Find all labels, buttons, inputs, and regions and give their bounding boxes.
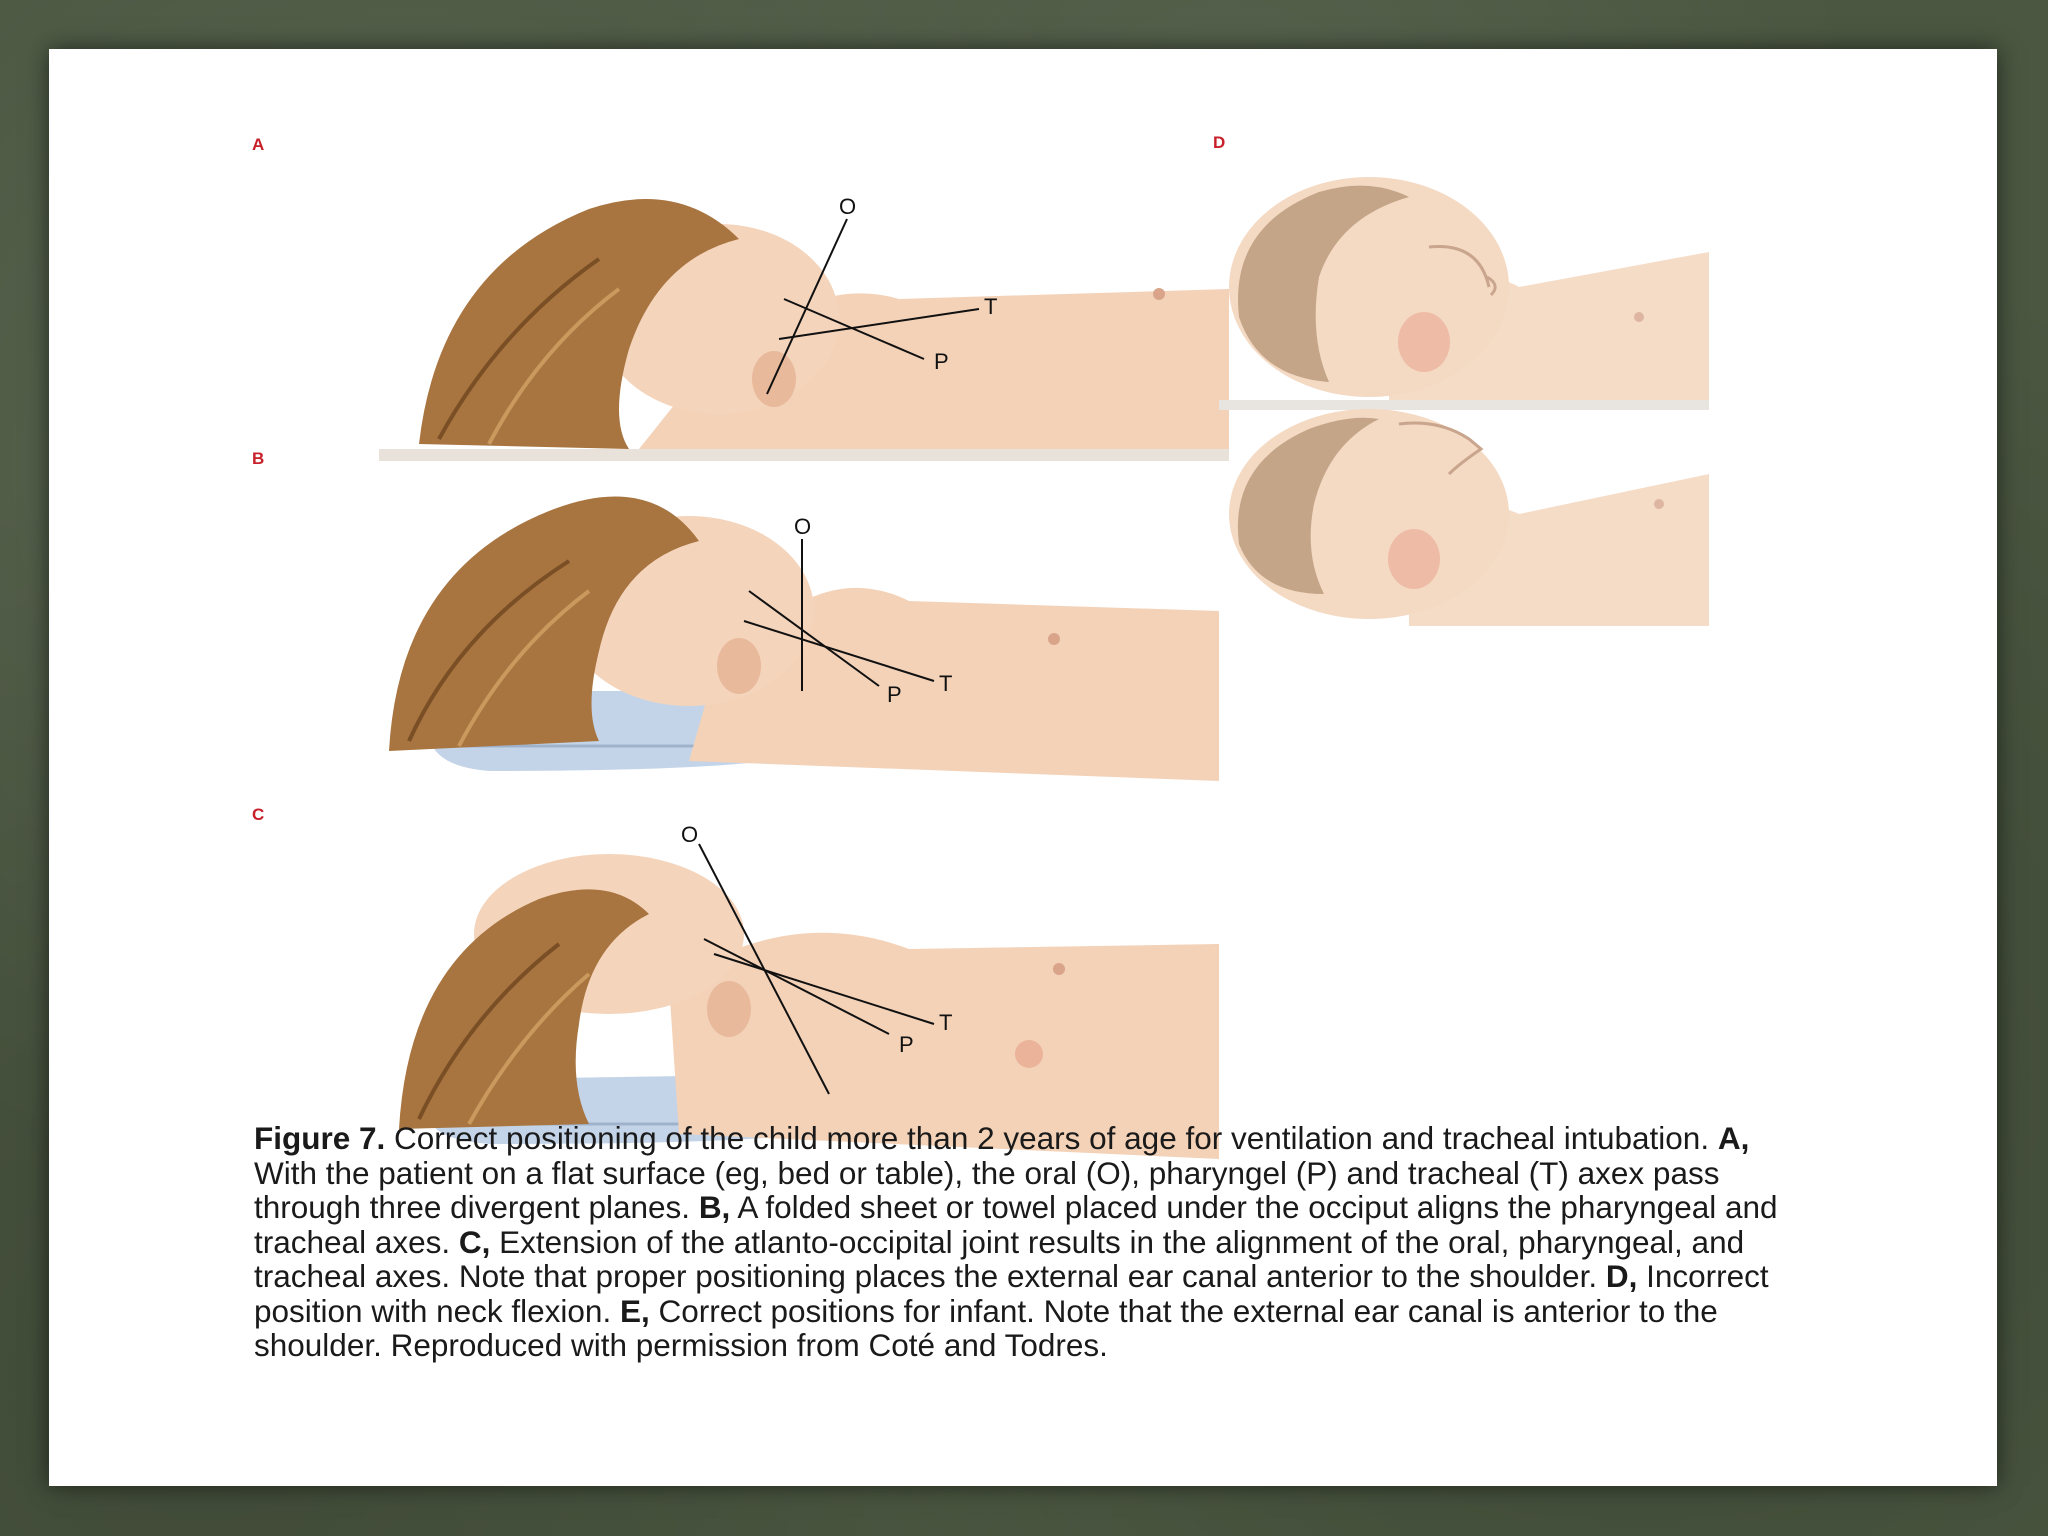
caption-c-label: C,	[458, 1223, 491, 1260]
axis-label-p: P	[934, 349, 949, 374]
illustration-c	[369, 784, 1229, 1169]
axis-label-p: P	[899, 1032, 914, 1057]
caption-d-text: Incorrect position with neck flexion.	[254, 1258, 1769, 1329]
caption-intro: Correct positioning of the child more than 2 years of age for ventilation and tracheal intubation.	[385, 1120, 1718, 1156]
figure-label: Figure 7.	[254, 1120, 386, 1156]
illustration-a	[379, 149, 1239, 469]
panel-label-c: C	[252, 805, 265, 824]
axis-label-t: T	[984, 294, 998, 319]
caption-a-label: A,	[1717, 1120, 1750, 1156]
illustration-e	[1219, 394, 1709, 634]
caption-a-text: With the patient on a flat surface (eg, bed or table), the oral (O), pharyngel (P) and tracheal (T) axex pass through three divergent planes.	[254, 1154, 1720, 1225]
slide	[49, 49, 1997, 1486]
caption-b-label: B,	[698, 1189, 731, 1225]
caption-b-text: A folded sheet or towel placed under the occiput aligns the pharyngeal and tracheal axes.	[254, 1189, 1778, 1260]
axis-label-t: T	[939, 671, 953, 696]
caption-c-text: Extension of the atlanto-occipital joint results in the alignment of the oral, pharyngeal, and tracheal axes. Note that proper positioning places the external ear canal anterior to the shoulder.	[254, 1223, 1745, 1294]
panel-label-a: A	[252, 135, 265, 154]
panel-label-b: B	[252, 449, 265, 468]
caption-d-label: D,	[1605, 1258, 1638, 1294]
caption-e-label: E,	[619, 1292, 650, 1329]
axis-label-o: O	[839, 194, 857, 219]
axis-label-p: P	[887, 682, 902, 707]
axis-label-o: O	[794, 514, 812, 539]
illustration-d	[1219, 167, 1709, 412]
caption-e-text: Correct positions for infant. Note that the external ear canal is anterior to the shoulder. Reproduced with permission from Coté and Todres.	[254, 1292, 1718, 1363]
panel-label-d: D	[1213, 133, 1226, 152]
figure-caption	[254, 1121, 1814, 1363]
axis-label-o: O	[681, 822, 699, 847]
axis-label-t: T	[939, 1010, 953, 1035]
illustration-b	[369, 461, 1229, 801]
